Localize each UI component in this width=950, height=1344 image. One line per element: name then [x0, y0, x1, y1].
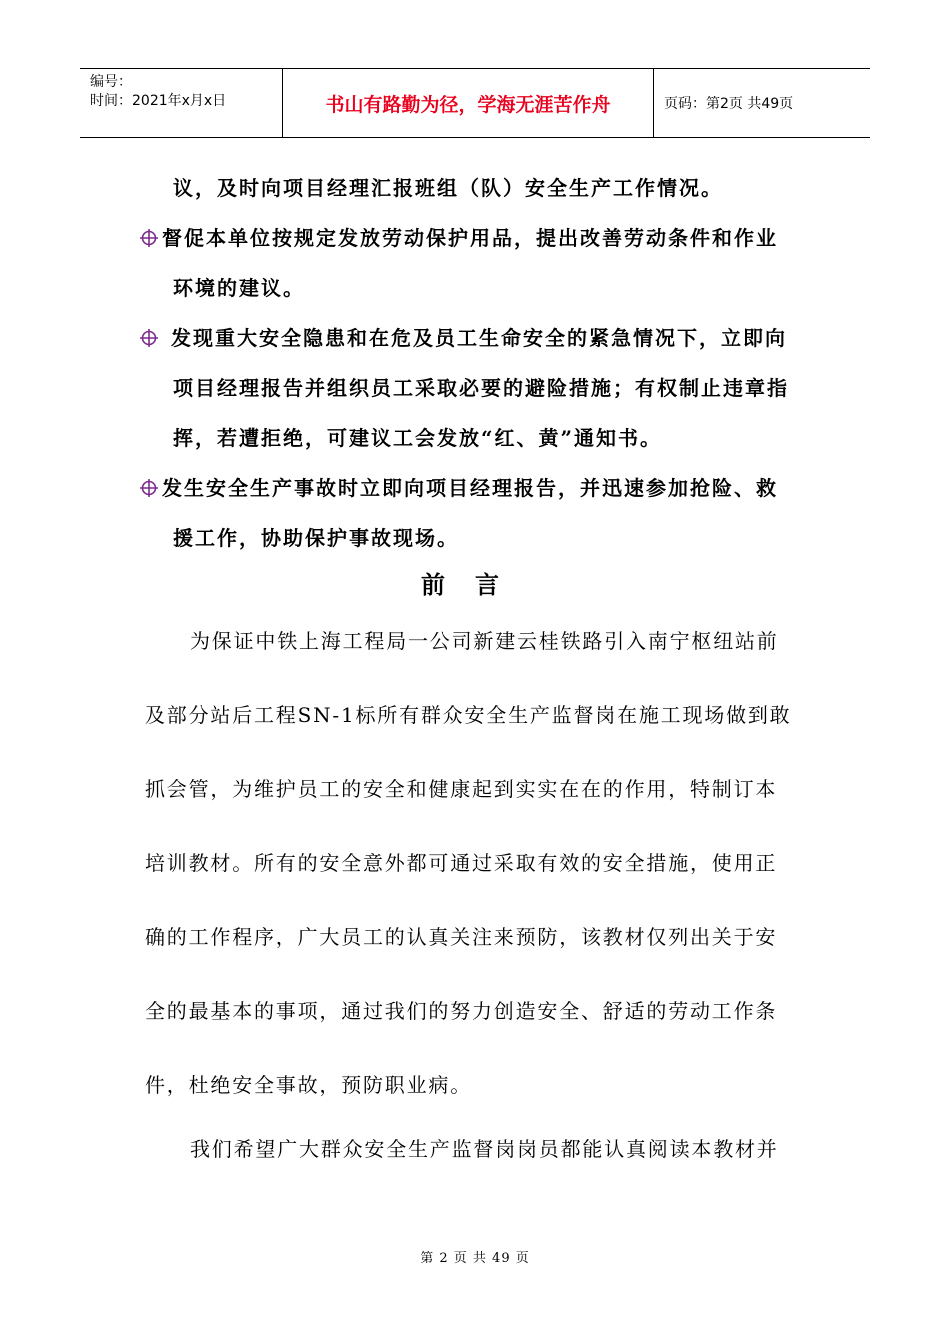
document-date: 时间：2021年x月x日 [90, 93, 227, 109]
bullet-item [140, 472, 778, 501]
bullet-line: 发生安全生产事故时立即向项目经理报告，并迅速参加抢险、救 [162, 476, 778, 500]
page-footer: 第 2 页 共 49 页 [420, 1251, 530, 1266]
paragraph-line: 件，杜绝安全事故，预防职业病。 [145, 1073, 472, 1097]
bullet-line: 议，及时向项目经理汇报班组（队）安全生产工作情况。 [173, 176, 723, 200]
paragraph-line: 培训教材。所有的安全意外都可通过采取有效的安全措施，使用正 [145, 851, 778, 875]
paragraph-line: 全的最基本的事项，通过我们的努力创造安全、舒适的劳动工作条 [145, 999, 778, 1023]
header-meta [80, 69, 283, 137]
crosshair-bullet-icon [140, 229, 158, 247]
bullet-item [140, 222, 778, 251]
paragraph-line: 为保证中铁上海工程局一公司新建云桂铁路引入南宁枢纽站前 [190, 629, 779, 653]
page-header [80, 68, 870, 138]
header-page-number: 页码：第2页 共49页 [664, 96, 794, 112]
paragraph-line: 及部分站后工程SN-1标所有群众安全生产监督岗在施工现场做到敢 [145, 703, 792, 727]
bullet-line: 发现重大安全隐患和在危及员工生命安全的紧急情况下，立即向 [162, 326, 787, 350]
bullet-line: 项目经理报告并组织员工采取必要的避险措施；有权制止违章指 [173, 376, 789, 400]
section-heading: 前言 [421, 570, 529, 599]
bullet-line: 督促本单位按规定发放劳动保护用品，提出改善劳动条件和作业 [162, 226, 778, 250]
bullet-line: 环境的建议。 [173, 276, 305, 300]
bullet-item [140, 322, 787, 351]
header-motto: 书山有路勤为径，学海无涯苦作舟 [283, 69, 654, 137]
crosshair-bullet-icon [140, 329, 158, 347]
paragraph-line: 确的工作程序，广大员工的认真关注来预防，该教材仅列出关于安 [145, 925, 778, 949]
bullet-line: 援工作，协助保护事故现场。 [173, 526, 459, 550]
document-number: 编号： [90, 74, 132, 90]
bullet-line: 挥，若遭拒绝，可建议工会发放“红、黄”通知书。 [173, 426, 663, 450]
paragraph-line: 抓会管，为维护员工的安全和健康起到实实在在的作用，特制订本 [145, 777, 778, 801]
paragraph-line: 我们希望广大群众安全生产监督岗岗员都能认真阅读本教材并 [190, 1137, 779, 1161]
crosshair-bullet-icon [140, 479, 158, 497]
